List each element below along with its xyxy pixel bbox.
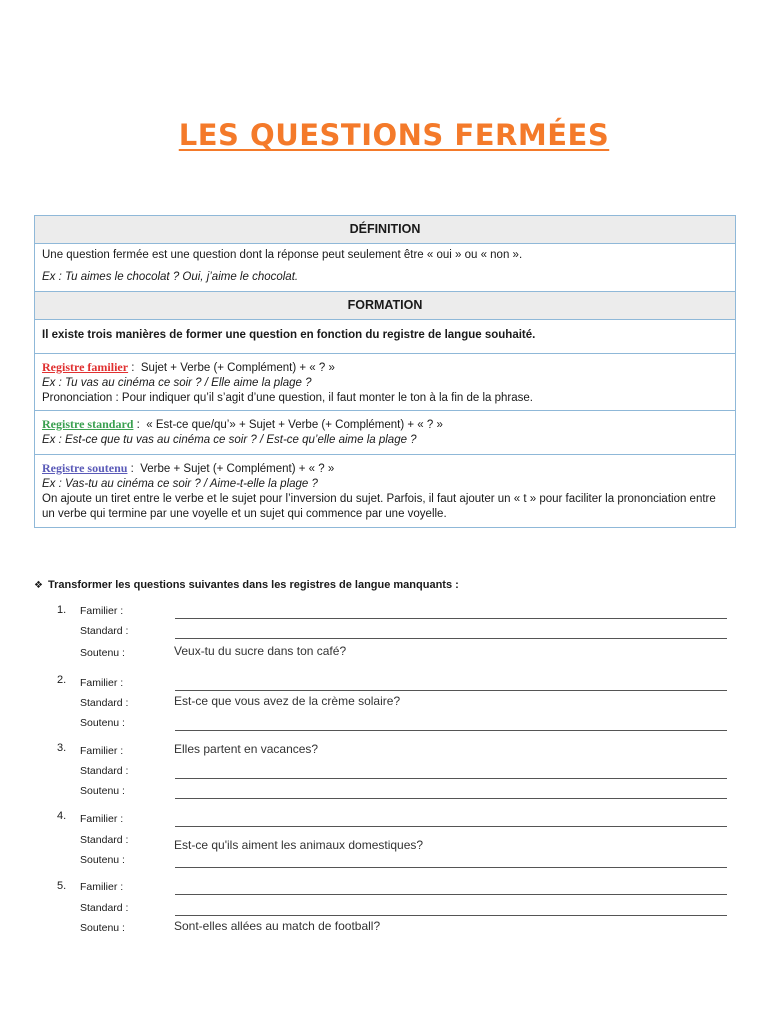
standard-label: Standard : xyxy=(80,834,129,846)
familier-label: Familier : xyxy=(80,881,124,893)
exercise-instruction xyxy=(34,579,459,591)
soutenu-answer: Sont-elles allées au match de football? xyxy=(174,919,381,933)
familier-label: Familier : xyxy=(80,677,124,689)
exercise-number: 5. xyxy=(57,880,67,892)
standard-rule: « Est-ce que/qu’» + Sujet + Verbe (+ Complément) + « ? » xyxy=(146,419,443,431)
soutenu-label: Soutenu : xyxy=(80,647,125,659)
familier-note: Prononciation : Pour indiquer qu’il s’agit d’une question, il faut monter le ton à la fin de la phrase. xyxy=(42,392,533,404)
definition-text: Une question fermée est une question dont la réponse peut seulement être « oui » ou « non ». xyxy=(42,249,523,261)
definition-heading: DÉFINITION xyxy=(35,216,735,244)
registre-familier-cell xyxy=(35,354,735,411)
soutenu-rule: Verbe + Sujet (+ Complément) + « ? » xyxy=(140,463,335,475)
registre-standard-label: Registre standard xyxy=(42,417,134,431)
soutenu-label: Soutenu : xyxy=(80,854,125,866)
familier-rule: Sujet + Verbe (+ Complément) + « ? » xyxy=(140,362,335,374)
soutenu-sep: : xyxy=(127,463,138,475)
registre-familier-label: Registre familier xyxy=(42,360,129,374)
formation-intro: Il existe trois manières de former une question en fonction du registre de langue souhaité. xyxy=(35,320,735,354)
exercise-number: 4. xyxy=(57,810,67,822)
standard-example: Ex : Est-ce que tu vas au cinéma ce soir ? / Est-ce qu’elle aime la plage ? xyxy=(42,434,417,446)
answer-line[interactable] xyxy=(175,618,727,619)
soutenu-note: On ajoute un tiret entre le verbe et le sujet pour l’inversion du sujet. Parfois, il faut ajouter un « t » pour faciliter la prononciation entre un verbe qui termine par une voyelle et un sujet qui commence par une voyelle. xyxy=(42,493,716,520)
soutenu-example: Ex : Vas-tu au cinéma ce soir ? / Aime-t-elle la plage ? xyxy=(42,478,318,490)
soutenu-label: Soutenu : xyxy=(80,785,125,797)
standard-label: Standard : xyxy=(80,765,129,777)
registre-soutenu-cell xyxy=(35,455,735,527)
soutenu-rule-line xyxy=(42,461,728,477)
soutenu-row xyxy=(80,919,740,942)
familier-row xyxy=(80,605,740,625)
soutenu-row xyxy=(80,854,740,874)
answer-line[interactable] xyxy=(175,915,727,916)
definition-example: Ex : Tu aimes le chocolat ? Oui, j’aime le chocolat. xyxy=(42,271,299,283)
familier-example: Ex : Tu vas au cinéma ce soir ? / Elle aime la plage ? xyxy=(42,377,312,389)
familier-row xyxy=(80,813,740,833)
exercise-number: 3. xyxy=(57,742,67,754)
standard-row xyxy=(80,625,740,645)
answer-line[interactable] xyxy=(175,778,727,779)
exercise-number: 2. xyxy=(57,674,67,686)
soutenu-answer: Veux-tu du sucre dans ton café? xyxy=(174,644,347,658)
answer-line[interactable] xyxy=(175,730,727,731)
standard-rule-line xyxy=(42,417,728,433)
familier-label: Familier : xyxy=(80,605,124,617)
answer-line[interactable] xyxy=(175,826,727,827)
soutenu-row xyxy=(80,785,740,805)
standard-answer: Est-ce qu'ils aiment les animaux domestiques? xyxy=(174,838,424,852)
answer-line[interactable] xyxy=(175,798,727,799)
answer-line[interactable] xyxy=(175,690,727,691)
page-title: LES QUESTIONS FERMÉES xyxy=(178,118,610,152)
diamond-bullet-icon: ❖ xyxy=(34,580,43,591)
standard-label: Standard : xyxy=(80,697,129,709)
familier-label: Familier : xyxy=(80,745,124,757)
familier-sep: : xyxy=(128,362,138,374)
standard-answer: Est-ce que vous avez de la crème solaire? xyxy=(174,694,401,708)
soutenu-label: Soutenu : xyxy=(80,717,125,729)
answer-line[interactable] xyxy=(175,867,727,868)
standard-row xyxy=(80,834,740,854)
familier-rule-line xyxy=(42,360,728,376)
soutenu-label: Soutenu : xyxy=(80,922,125,934)
lesson-table xyxy=(34,215,736,528)
answer-line[interactable] xyxy=(175,894,727,895)
familier-answer: Elles partent en vacances? xyxy=(174,742,319,756)
standard-sep: : xyxy=(133,419,144,431)
formation-heading: FORMATION xyxy=(35,292,735,320)
standard-label: Standard : xyxy=(80,625,129,637)
standard-row xyxy=(80,694,740,717)
familier-row xyxy=(80,742,740,765)
familier-label: Familier : xyxy=(80,813,124,825)
standard-row xyxy=(80,765,740,785)
soutenu-row xyxy=(80,644,740,667)
registre-standard-cell xyxy=(35,411,735,455)
soutenu-row xyxy=(80,717,740,737)
familier-row xyxy=(80,881,740,901)
exercise-number: 1. xyxy=(57,604,67,616)
exercise-instruction-text: Transformer les questions suivantes dans les registres de langue manquants : xyxy=(48,579,459,591)
answer-line[interactable] xyxy=(175,638,727,639)
registre-soutenu-label: Registre soutenu xyxy=(42,461,128,475)
standard-label: Standard : xyxy=(80,902,129,914)
definition-cell xyxy=(35,244,735,292)
